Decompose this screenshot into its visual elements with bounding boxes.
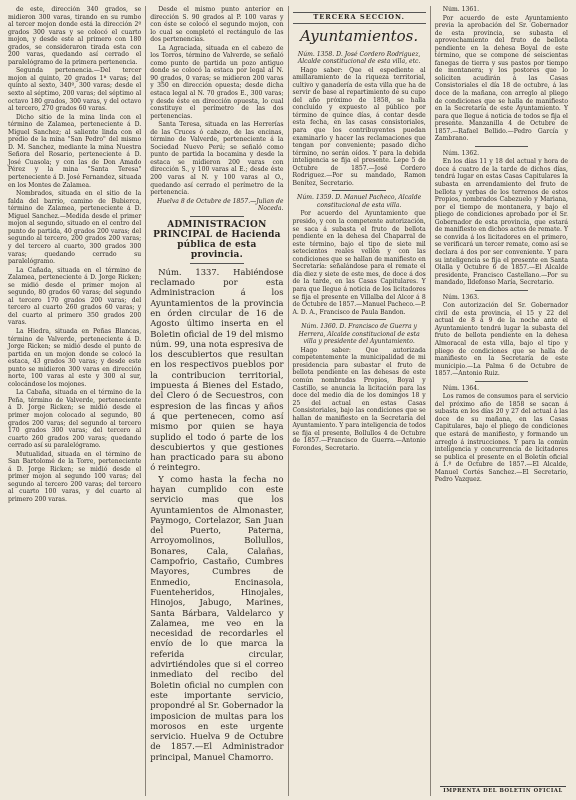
section-heading: Ayuntamientos. (300, 26, 419, 45)
divider (190, 263, 243, 264)
entry-body: Con autorización del Sr. Gobernador civil de esta provincia, el 15 y 22 del actual de 8 á 9 de la noche ante el Ayuntamiento tendrá lugar la subasta del fruto de bellota pendiente en la dehesa Almoracal de esta villa, bajo el tipo y pliego de condiciones que se halla de manifiesto en la Secretaría de este municipio.—La Palma 6 de Octubre de 1857.—Antonio Ruiz. (434, 302, 568, 378)
entry-body: Por acuerdo del Ayuntamiento que presido, y con la competente autorización, se saca á subasta el fruto de bellota pendiente en la dehesa del Chaparral de este término, bajo el tipo de siete mil setecientos reales vellón y con las condiciones que se hallan de manifiesto en Secretaría: señalándose para el remate el día diez y siete de este mes, de doce á dos de la tarde, en las Casas Capitulares. Y para que llegue á noticia de los licitadores se fija el presente en Villalba del Alcor á 8 de Octubre de 1857.—Manuel Pacheco.—P. A. D. A., Francisco de Paula Bandon. (292, 210, 426, 316)
entry-heading: Núm. 1358. D. José Cordero Rodriguez, Alcalde constitucional de esta villa, etc. (297, 50, 421, 66)
paragraph: Y como hasta la fecha no hayan cumplido con este servicio mas que los Ayuntamientos de Almonaster, Paymogo, Cortelazor, San Juan del Puerto, Paterna, Arroyomolinos, Bollullos, Bonares, Cala, Calañas, Campofrio, Castaño, Cumbres Mayores, Cumbres de Enmedio, Encinasola, Fuenteheridos, Hinojales, Hinojos, Jabugo, Marines, Santa Bárbara, Valdelarco y Zalamea, me veo en la necesidad de recordarles el envío de lo que marca la referida circular, advirtiéndoles que si el correo inmediato del recibo del Boletin oficial no cumplen con este importante servicio, propondré al Sr. Gobernador la imposicion de multas para los morosos en este urgente servicio. Huelva 9 de Octubre de 1857.—El Administrador principal, Manuel Chamorro. (150, 473, 284, 762)
paragraph: La Hiedra, situada en Peñas Blancas, término de Valverde, perteneciente á D. Jorge Ricken; se midió desde el punto de partida en un mojon donde se colocó la estaca, 43 grados 30 varas; y desde este punto se midieron 300 varas en dirección norte, 100 varas al este y 300 al sur, colocándose los mojones. (8, 327, 142, 388)
paragraph: Núm. 1337. Habiéndose reclamado por esta Administracion á los Ayuntamientos de la provincia en órden circular de 16 de Agosto último inserta en el Boletin oficial de 19 del mismo núm. 99, una nota espresiva de los descubiertos que resultan en los respectivos pueblos por la contribucion territorial, impuesta á Bienes del Estado, del Clero ó de Secuestros, con espresion de las fincas y años á que pertenecen, como así mismo por quien se haya suplido el todo ó parte de los descubiertos y que gestiones han practicado para su abono ó reintegro. (150, 266, 284, 473)
section-heading: ADMINISTRACION PRINCIPAL de Hacienda pública de esta provincia. (153, 219, 281, 260)
entry-heading: Núm. 1360. D. Francisco de Guerra y Herrera, Alcalde constitucional de esta villa y presidente del Ayuntamiento. (298, 323, 420, 346)
entry-body: Por acuerdo de este Ayuntamiento previa la aprobación del Sr. Gobernador de esta provincia, se subasta el aprovechamiento del fruto de bellota pendiente en la dehesa Boyal de este término, que se compone de seiscientas fanegas de tierra y sus pastos por tiempo de montanera; y los postores que lo soliciten acudirán á las Casas Consistoriales el día 18 de octubre, á las doce de la mañana, con arreglo al pliego de condiciones que se halla de manifiesto en la Secretaría de este Ayuntamiento. Y para que llegue á noticia de todos se fija el presente. Manzanilla 4 de Octubre de 1857.—Rafael Bellido.—Pedro García y Zambrano. (434, 14, 568, 143)
divider (190, 216, 243, 217)
divider (475, 381, 528, 382)
paragraph: de este, dirección 340 grados, se midieron 300 varas, tirando en su rumbo al tercer mojon donde está la dirección 2º grados 300 varas y se colocó el cuarto mojon, y desde este al primero con 180 grados, se consideraron tirada esta con 200 varas, quedando así cerrado el paralelógramo de la primera pertenencia. (8, 6, 142, 66)
paragraph: Nombrados, situada en el sitio de la falda del barrio, camino de Bubierca, término de Zalamea, perteneciente á D. Miguel Sanchez.—Medida desde el primer mojon al segundo, situado en el centro del punto de partida, 40 grados 200 varas; del segundo al tercero, 200 grados 200 varas; y del tercero al cuarto, 300 grados 300 varas; quedando cerrado su paralelógramo. (8, 190, 142, 266)
paragraph: Mutualidad, situada en el término de San Bartolomé de la Torre, perteneciente á D. Jorge Ricken; se midió desde el primer mojon al segundo 100 varas; del segundo al tercero 200 varas; del tercero al cuarto 100 varas, y del cuarto al primero 200 varas. (8, 450, 142, 503)
entry-heading: Núm. 1362. (442, 149, 480, 157)
entry-body: Hago saber: Que autorizada competentemente la municipalidad de mi presidencia para subastar el fruto de bellota pendiente en las dehesas de este común nombradas Propios, Boyal y Castillo, se anuncia la licitación para las doce del medio día de los domingos 18 y 25 del actual en estas Casas Consistoriales, bajo las condiciones que se hallan de manifiesto en la Secretaría del Ayuntamiento. Y para inteligencia de todos se fija el presente, Bollullos 4 de Octubre de 1857.—Francisco de Guerra.—Antonio Forondes, Secretario. (292, 346, 426, 452)
entry-body: En los días 11 y 18 del actual y hora de doce á cuatro de la tarde de dichos días, tendrá lugar en estas Casas Capitulares la subasta en arrendamiento del fruto de bellota y yerbas de los terrenos de estos Propios, nombrados Cabezuelo y Mariana, por el tiempo de montanera, y bajo el pliego de condiciones aprobado por el Sr. Gobernador de esta provincia, que estará de manifiesto en dichos actos de remate. Y se convida á los licitadores en el primero, se verificará un tercer remate, como así se declara á dos por ser conveniente. Y para su inteligencia se fija el presente en Santa Olalla y Octubre 6 de 1857.—El Alcalde presidente, Francisco Castellano.—Por su mandado, Ildefonso María, Secretario. (434, 158, 568, 287)
entry-body: Hago saber: Que el espediente al amillaramiento de la riqueza territorial, cultivo y ganadería de esta villa que ha de servir de base al repartimiento de su cupo del año próximo de 1858, se halla concluido y expuesto al público por término de quince días, á contar desde esta fecha, en las casas consistoriales, para que los contribuyentes puedan examinarlo y hacer las reclamaciones que tengan por conveniente; pasado dicho término, no serán oídos. Y para la debida inteligencia se fija el presente. Lepe 5 de Octubre de 1857.—José Cordero Rodriguez.—Por su mandado, Ramon Benítez, Secretario. (292, 66, 426, 187)
entry-heading: Núm. 1363. (442, 293, 480, 301)
divider (475, 290, 528, 291)
column-2 (145, 6, 287, 796)
paragraph: Segunda pertenencia.—Del tercer mojon al quinto, 20 grados 1ª varas; del quinto al sexto, 340º, 300 varas; desde el sexto al séptimo, 200 varas; del séptimo al octavo 180 grados, 300 varas, y del octavo al tercero, 270 grados 60 varas. (8, 67, 142, 113)
paragraph: La Cabaña, situada en el término de la Peña, término de Valverde, perteneciente á D. Jorge Ricken; se midió desde el primer mojon colocado al segundo, 80 grados 200 varas; del segundo al tercero 170 grados 300 varas; del tercero al cuarto 260 grados 200 varas; quedando cerrado así su paralelógramo. (8, 389, 142, 450)
section-title: TERCERA SECCION. (293, 12, 426, 24)
column-3 (288, 6, 430, 796)
divider (332, 319, 385, 320)
entry-heading: Núm. 1359. D. Manuel Pacheco, Alcalde constitucional de esta villa. (296, 194, 422, 209)
divider (332, 190, 385, 191)
imprint-line: IMPRENTA DEL BOLETIN OFICIAL (440, 786, 566, 794)
divider (475, 146, 528, 147)
entry-body: Los ramos de consumos para el servicio del próximo año de 1858 se sacan á subasta en los días 20 y 27 del actual á las doce de su mañana, en las Casas Capitulares, bajo el pliego de condiciones que estará de manifiesto, y formando un arreglo á instrucciones. Y para la común inteligencia y concurrencia de licitadores se publica el presente en el Boletín oficial á 1.º de Octubre de 1857.—El Alcalde, Manuel Cortés Sanchez.—El Secretario, Pedro Vazquez. (434, 393, 568, 484)
column-4 (430, 6, 572, 796)
signature-line: Huelva 8 de Octubre de 1857.—Julian de Noceda. (157, 197, 284, 213)
entry-heading: Núm. 1361. (442, 6, 480, 13)
paragraph: La Cañada, situada en el término de Zalamea, perteneciente á D. Jorge Ricken; se midió desde el primer mojon al segundo, 80 grados 60 varas; del segundo al tercero 170 grados 200 varas; del tercero al cuarto 260 grados 60 varas; y del cuarto al primero 350 grados 200 varas. (8, 266, 142, 327)
paragraph: La Agraciada, situada en el cabezo de los Torros, término de Valverde, se señaló como punto de partida un pozo antiguo donde se colocó la estaca por legal al N. 90 grados, 0 varas; se midieron 200 varas y 350 en dirección opuesta; desde dicha estaca legal al N. 70 grados E., 300 varas; y desde éste en dirección opuesta, lo cual constituye el perímetro de las dos pertenencias. (150, 44, 284, 120)
column-1 (4, 6, 145, 796)
paragraph: Santa Teresa, situada en las Herrerías de las Cruces ó cabezo, de las encinas, término de Valverde, perteneciente á la Sociedad Nuevo Perú; se señaló como punto de partida la bocamina y desde la estaca se midieron 200 varas con dirección S., y 100 varas al E.; desde éste 200 varas al N. y 100 varas al O., quedando así cerrado el perímetro de la pertenencia. (150, 121, 284, 197)
entry-heading: Núm. 1364. (442, 384, 480, 392)
notice-body (150, 267, 283, 762)
paragraph: Dicho sitio de la mina linda con el término de Zalamea, perteneciente á D. Miguel Sanchez; al saliente linda con el predio de la mina "San Pedro" del mismo D. M. Sanchez, mediante la mina Nuestra Señora del Rosario, perteneciente á D. José Cuasola; y con las de Don Amado Pérez y la mina "Santa Teresa" perteneciente á D. José Fernandez, situada en los Montes de Zalamea. (8, 113, 142, 189)
paragraph: Desde el mismo punto anterior en dirección S. 90 grados al P. 100 varas y con éste se colocó el segundo mojon, con lo cual se completó el rectángulo de las dos pertenencias. (150, 6, 284, 44)
